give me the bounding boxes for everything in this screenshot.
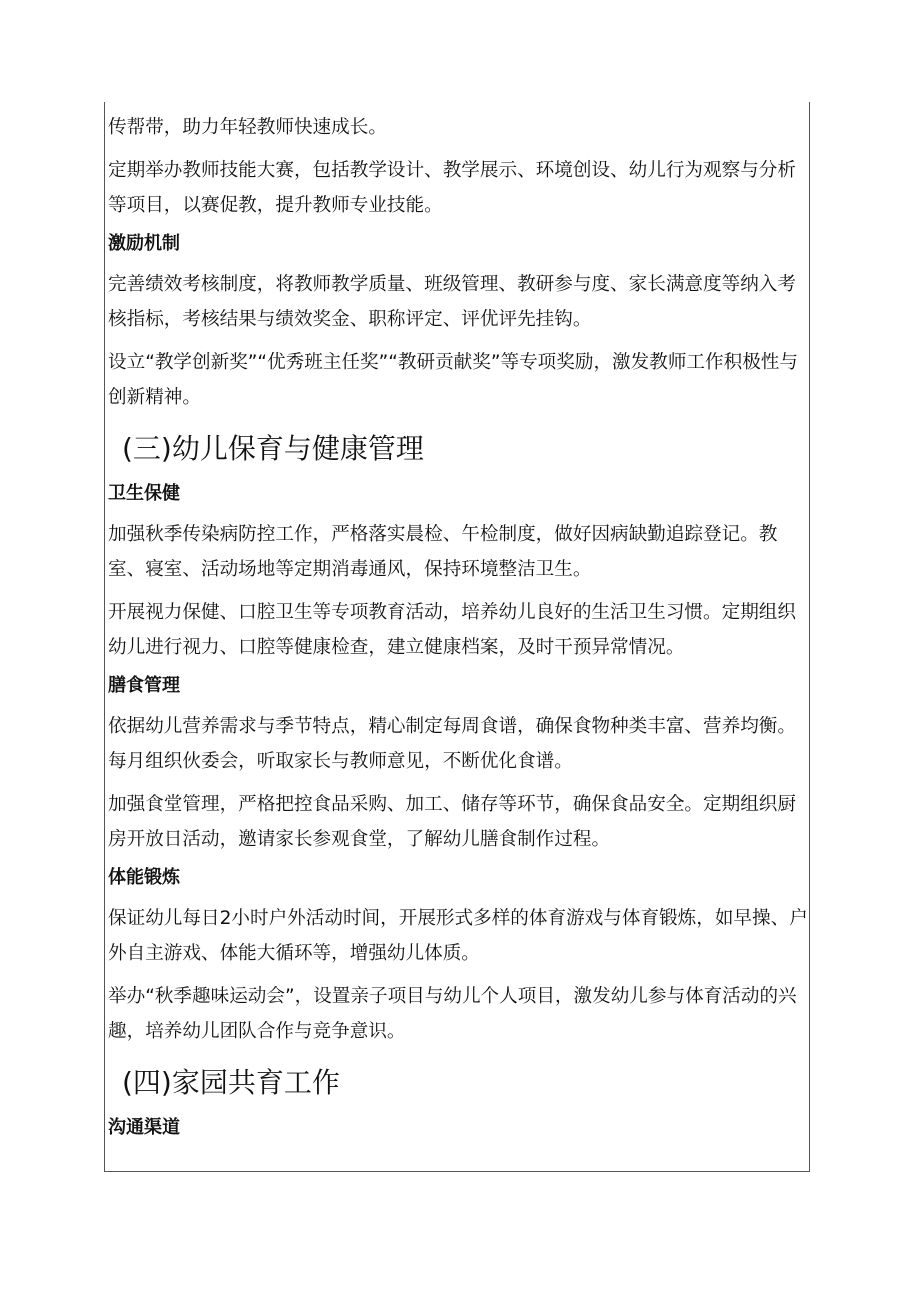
paragraph: 完善绩效考核制度，将教师教学质量、班级管理、教研参与度、家长满意度等纳入考核指标，考核结果与绩效奖金、职称评定、评优评先挂钩。 — [108, 274, 796, 330]
paragraph: 定期举办教师技能大赛，包括教学设计、教学展示、环境创设、幼儿行为观察与分析等项目，以赛促教，提升教师专业技能。 — [108, 160, 796, 216]
paragraph: 加强秋季传染病防控工作，严格落实晨检、午检制度，做好因病缺勤追踪登记。教室、寝室、活动场地等定期消毒通风，保持环境整洁卫生。 — [108, 524, 778, 580]
paragraph: 设立“教学创新奖”“优秀班主任奖”“教研贡献奖”等专项奖励，激发教师工作积极性与创新精神。 — [108, 352, 798, 408]
subheading-hygiene: 卫生保健 — [108, 483, 180, 504]
paragraph: 加强食堂管理，严格把控食品采购、加工、储存等环节，确保食品安全。定期组织厨房开放日活动，邀请家长参观食堂，了解幼儿膳食制作过程。 — [108, 794, 796, 850]
paragraph: 保证幼儿每日2小时户外活动时间，开展形式多样的体育游戏与体育锻炼，如早操、户外自主游戏、体能大循环等，增强幼儿体质。 — [108, 908, 808, 964]
paragraph: 开展视力保健、口腔卫生等专项教育活动，培养幼儿良好的生活卫生习惯。定期组织幼儿进行视力、口腔等健康检查，建立健康档案，及时干预异常情况。 — [108, 602, 796, 658]
paragraph: 举办“秋季趣味运动会”，设置亲子项目与幼儿个人项目，激发幼儿参与体育活动的兴趣，培养幼儿团队合作与竞争意识。 — [108, 986, 797, 1042]
subheading-fitness: 体能锻炼 — [108, 867, 180, 888]
subheading-meals: 膳食管理 — [108, 675, 180, 696]
paragraph: 依据幼儿营养需求与季节特点，精心制定每周食谱，确保食物种类丰富、营养均衡。每月组织伙委会，听取家长与教师意见，不断优化食谱。 — [108, 716, 796, 772]
section-heading-home-school: (四)家园共育工作 — [122, 1066, 340, 1099]
subheading-communication: 沟通渠道 — [108, 1117, 180, 1138]
section-heading-childcare-health: (三)幼儿保育与健康管理 — [122, 432, 424, 465]
document-body — [108, 110, 808, 1151]
paragraph: 传帮带，助力年轻教师快速成长。 — [108, 117, 387, 138]
subheading-incentive: 激励机制 — [108, 233, 180, 254]
